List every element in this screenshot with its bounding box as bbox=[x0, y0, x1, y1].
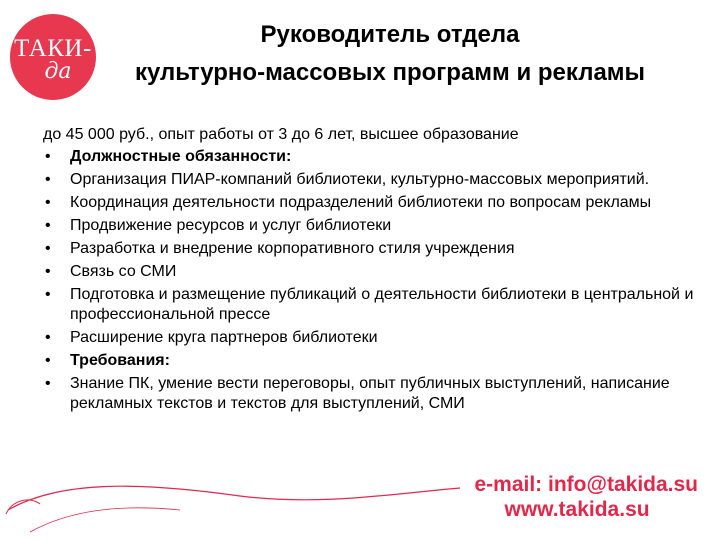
list-item bbox=[43, 239, 703, 259]
list-item bbox=[43, 328, 703, 348]
list-item bbox=[43, 193, 703, 213]
list-item-text: Продвижение ресурсов и услуг библиотеки bbox=[70, 217, 392, 234]
bullet-icon: • bbox=[45, 286, 51, 303]
bullet-icon: • bbox=[45, 171, 51, 188]
list-item bbox=[43, 216, 703, 236]
title-line-1: Руководитель отдела bbox=[260, 21, 520, 48]
website-link[interactable]: www.takida.su bbox=[504, 498, 650, 521]
list-item-text: Разработка и внедрение корпоративного стиля учреждения bbox=[70, 240, 515, 257]
list-item-text: Требования: bbox=[70, 352, 170, 369]
bullet-icon: • bbox=[45, 263, 51, 280]
list-item-text: Координация деятельности подразделений библиотеки по вопросам рекламы bbox=[70, 194, 652, 211]
bullet-icon: • bbox=[45, 352, 51, 369]
list-item-text: Связь со СМИ bbox=[70, 263, 177, 280]
takida-logo bbox=[10, 14, 96, 100]
bullet-icon: • bbox=[45, 217, 51, 234]
footer bbox=[0, 470, 720, 540]
email-link[interactable]: e-mail: info@takida.su bbox=[474, 473, 698, 496]
list-item-text: Должностные обязанности: bbox=[70, 148, 292, 165]
list-item-text: Знание ПК, умение вести переговоры, опыт публичных выступлений, написание рекламных текстов и текстов для выступлений, СМИ bbox=[70, 375, 670, 412]
list-item-text: Подготовка и размещение публикаций о деятельности библиотеки в центральной и профессиональной прессе bbox=[70, 286, 694, 323]
bullet-icon: • bbox=[45, 194, 51, 211]
bullet-icon: • bbox=[45, 375, 51, 392]
list-item bbox=[43, 170, 703, 190]
list-item bbox=[43, 374, 703, 414]
logo-script-text: да bbox=[44, 58, 72, 84]
title-line-2: культурно-массовых программ и рекламы bbox=[134, 59, 646, 86]
bullet-icon: • bbox=[45, 148, 51, 165]
salary-intro: до 45 000 руб., опыт работы от 3 до 6 лет, высшее образование bbox=[43, 126, 519, 143]
list-item bbox=[43, 147, 703, 167]
list-item bbox=[43, 262, 703, 282]
logo-main-text: ТАКИ- bbox=[14, 34, 92, 62]
list-item-text: Организация ПИАР-компаний библиотеки, культурно-массовых мероприятий. bbox=[70, 171, 650, 188]
bullet-icon: • bbox=[45, 329, 51, 346]
contact-info bbox=[474, 472, 698, 522]
page-title bbox=[100, 16, 680, 92]
list-item bbox=[43, 285, 703, 325]
bullet-icon: • bbox=[45, 240, 51, 257]
duties-list bbox=[43, 147, 703, 414]
list-item bbox=[43, 351, 703, 371]
list-item-text: Расширение круга партнеров библиотеки bbox=[70, 329, 378, 346]
swoosh-decoration-icon bbox=[0, 470, 470, 540]
job-description bbox=[43, 125, 703, 417]
